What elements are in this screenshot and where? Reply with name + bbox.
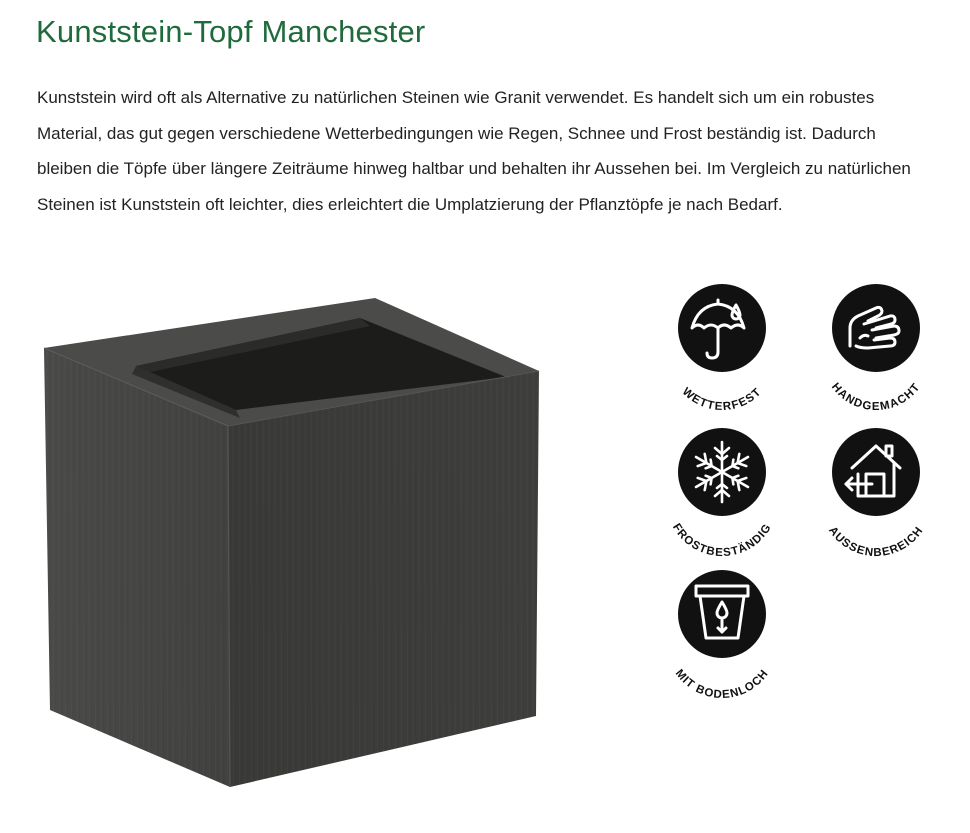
badge-bodenloch <box>652 566 792 706</box>
svg-text:AUSSENBEREICH <box>826 525 926 560</box>
svg-text:HANDGEMACHT <box>829 381 923 413</box>
product-image <box>40 290 550 790</box>
badge-handgemacht-label: HANDGEMACHT <box>828 380 924 414</box>
page-title: Kunststein-Topf Manchester <box>36 14 426 49</box>
svg-text:WETTERFEST <box>680 386 764 413</box>
badge-aussenbereich-label: AUSSENBEREICH <box>826 524 926 560</box>
badge-frostbestaendig-label: FROSTBESTÄNDIG <box>669 521 775 560</box>
badge-wetterfest <box>652 280 792 420</box>
badge-frostbestaendig <box>652 424 792 564</box>
badge-aussenbereich <box>806 424 946 564</box>
svg-text:MIT BODENLOCH <box>673 667 771 701</box>
svg-text:FROSTBESTÄNDIG <box>670 522 774 560</box>
badge-handgemacht <box>806 280 946 420</box>
square-planter-pot <box>40 290 550 790</box>
product-description: Kunststein wird oft als Alternative zu natürlichen Steinen wie Granit verwendet. Es handelt sich um ein robustes Material, das gut gegen verschiedene Wetterbedingungen wie Regen, Schnee und Frost beständig ist. Dadurch bleiben die Töpfe über längere Zeiträume hinweg haltbar und behalten ihr Aussehen bei. Im Vergleich zu natürlichen Steinen ist Kunststein oft leichter, dies erleichtert die Umplatzierung der Pflanztöpfe je nach Bedarf. <box>37 88 911 214</box>
badge-wetterfest-label: WETTERFEST <box>679 385 765 414</box>
badge-bodenloch-label: MIT BODENLOCH <box>672 667 772 702</box>
